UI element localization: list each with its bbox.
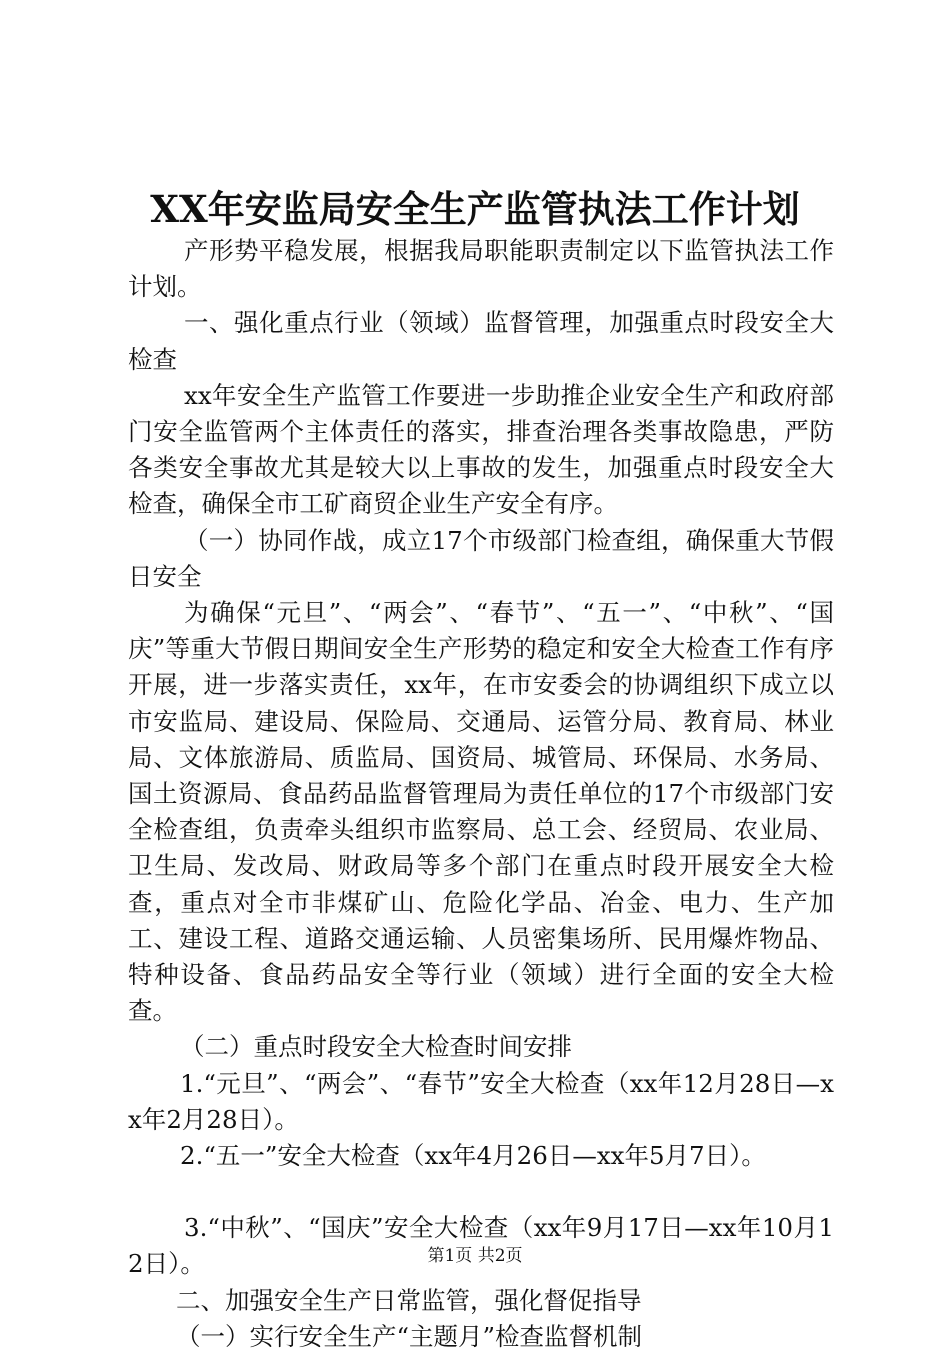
subsection-heading-1-1: （一）协同作战，成立17个市级部门检查组，确保重大节假日安全 (128, 525, 834, 591)
intro-paragraph: 产形势平稳发展，根据我局职能职责制定以下监管执法工作计划。 (128, 236, 834, 302)
schedule-item-2: 2.“五一”安全大检查（xx年4月26日—xx年5月7日）。 (180, 1141, 766, 1171)
schedule-item-1: 1.“元旦”、“两会”、“春节”安全大检查（xx年12月28日—xx年2月28日）。 (128, 1068, 834, 1134)
subsection-heading-1-2: （二）重点时段安全大检查时间安排 (180, 1032, 572, 1062)
page-title: XX年安监局安全生产监管执法工作计划 (150, 187, 800, 231)
section-heading-1: 一、强化重点行业（领域）监督管理，加强重点时段安全大检查 (128, 308, 834, 374)
section-1-paragraph: xx年安全生产监管工作要进一步助推企业安全生产和政府部门安全监管两个主体责任的落实，排查治理各类事故隐患，严防各类安全事故尤其是较大以上事故的发生，加强重点时段安全大检查，确保全市工矿商贸企业生产安全有序。 (128, 380, 834, 519)
document-body (128, 233, 834, 1355)
schedule-item-3: 3.“中秋”、“国庆”安全大检查（xx年9月17日—xx年10月12日）。 (128, 1213, 834, 1279)
section-heading-2: 二、加强安全生产日常监管，强化督促指导 (176, 1285, 642, 1315)
page-number: 第1页 共2页 (427, 1246, 523, 1266)
subsection-1-1-paragraph: 为确保“元旦”、“两会”、“春节”、“五一”、“中秋”、“国庆”等重大节假日期间安全生产形势的稳定和安全大检查工作有序开展，进一步落实责任，xx年，在市安委会的协调组织下成立以市安监局、建设局、保险局、交通局、运管分局、教育局、林业局、文体旅游局、质监局、国资局、城管局、环保局、水务局、国土资源局、食品药品监督管理局为责任单位的17个市级部门安全检查组，负责牵头组织市监察局、总工会、经贸局、农业局、卫生局、发改局、财政局等多个部门在重点时段开展安全大检查，重点对全市非煤矿山、危险化学品、冶金、电力、生产加工、建设工程、道路交通运输、人员密集场所、民用爆炸物品、特种设备、食品药品安全等行业（领域）进行全面的安全大检查。 (128, 598, 834, 1026)
subsection-heading-2-1: （一）实行安全生产“主题月”检查监督机制 (176, 1321, 643, 1351)
